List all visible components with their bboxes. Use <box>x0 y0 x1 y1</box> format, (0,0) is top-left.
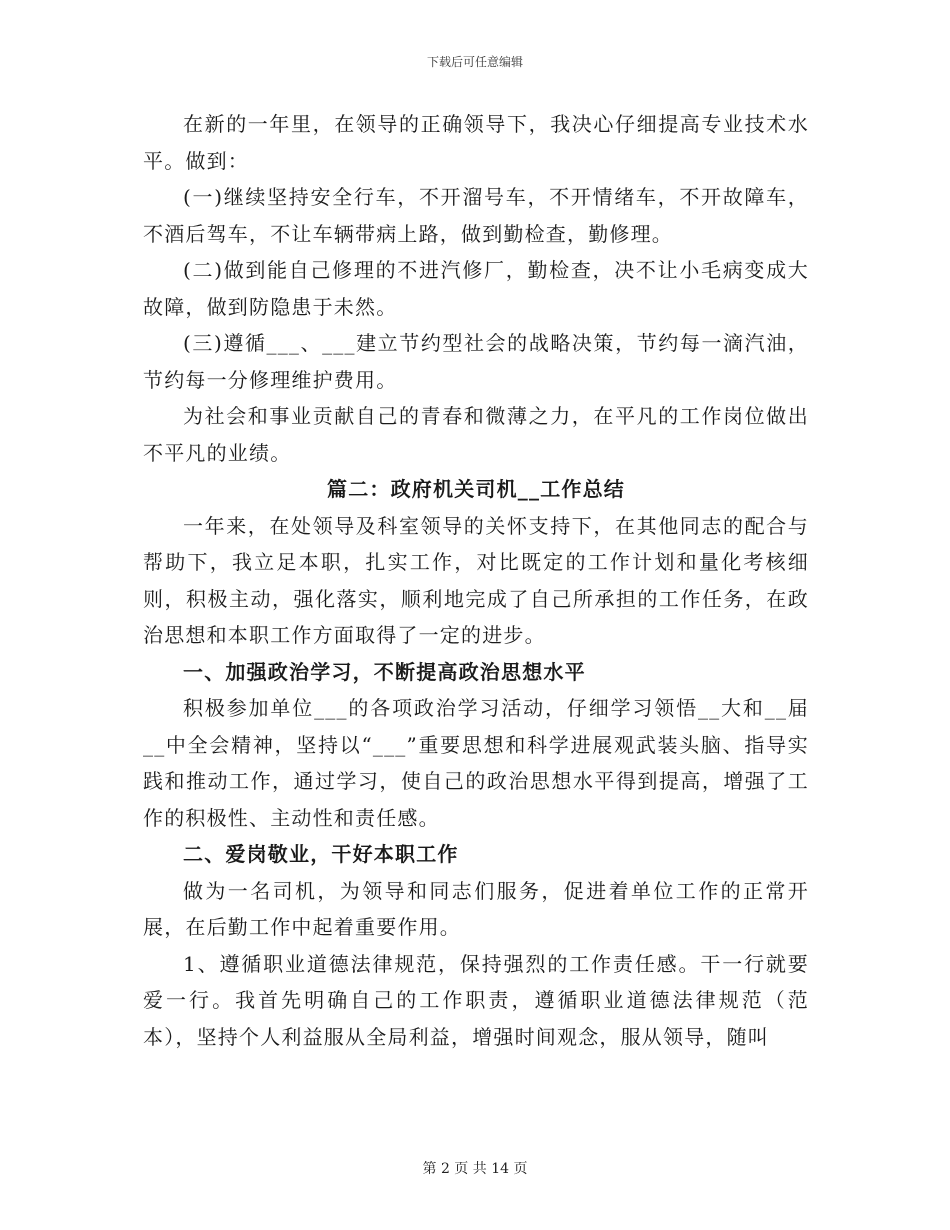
section-title: 篇二：政府机关司机__工作总结 <box>327 477 625 501</box>
paragraph-ethics: 1、遵循职业道德法律规范，保持强烈的工作责任感。干一行就要爱一行。我首先明确自己的工作职责，遵循职业道德法律规范（范本），坚持个人利益服从全局利益，增强时间观念，服从领导，随叫 <box>143 951 809 1049</box>
paragraph-political-study: 积极参加单位___的各项政治学习活动，仔细学习领悟__大和__届__中全会精神，坚持以“___”重要思想和科学进展观武装头脑、指导实践和推动工作，通过学习，使自己的政治思想水平得到提高，增强了工作的积极性、主动性和责任感。 <box>143 696 809 830</box>
heading-dedication: 二、爱岗敬业，干好本职工作 <box>183 842 459 866</box>
paragraph-resolution-intro: 在新的一年里，在领导的正确领导下，我决心仔细提高专业技术水平。做到： <box>143 112 809 173</box>
paragraph-item-1: (一)继续坚持安全行车，不开溜号车，不开情绪车，不开故障车，不酒后驾车，不让车辆带病上路，做到勤检查，勤修理。 <box>143 185 809 246</box>
paragraph-closing: 为社会和事业贡献自己的青春和微薄之力，在平凡的工作岗位做出不平凡的业绩。 <box>143 404 809 465</box>
paragraph-item-3: (三)遵循___、___建立节约型社会的战略决策，节约每一滴汽油，节约每一分修理维护费用。 <box>143 331 809 392</box>
heading-political-study: 一、加强政治学习，不断提高政治思想水平 <box>183 659 586 684</box>
paragraph-item-2: (二)做到能自己修理的不进汽修厂，勤检查，决不让小毛病变成大故障，做到防隐患于未然。 <box>143 258 809 319</box>
document-body <box>143 106 809 1055</box>
paragraph-summary-intro: 一年来，在处领导及科室领导的关怀支持下，在其他同志的配合与帮助下，我立足本职，扎实工作，对比既定的工作计划和量化考核细则，积极主动，强化落实，顺利地完成了自己所承担的工作任务，在政治思想和本职工作方面取得了一定的进步。 <box>143 513 809 647</box>
page-number: 第 2 页 共 14 页 <box>422 1161 528 1177</box>
paragraph-driver-role: 做为一名司机，为领导和同志们服务，促进着单位工作的正常开展，在后勤工作中起着重要作用。 <box>143 878 809 939</box>
page-header: 下载后可任意编辑 <box>426 55 523 69</box>
